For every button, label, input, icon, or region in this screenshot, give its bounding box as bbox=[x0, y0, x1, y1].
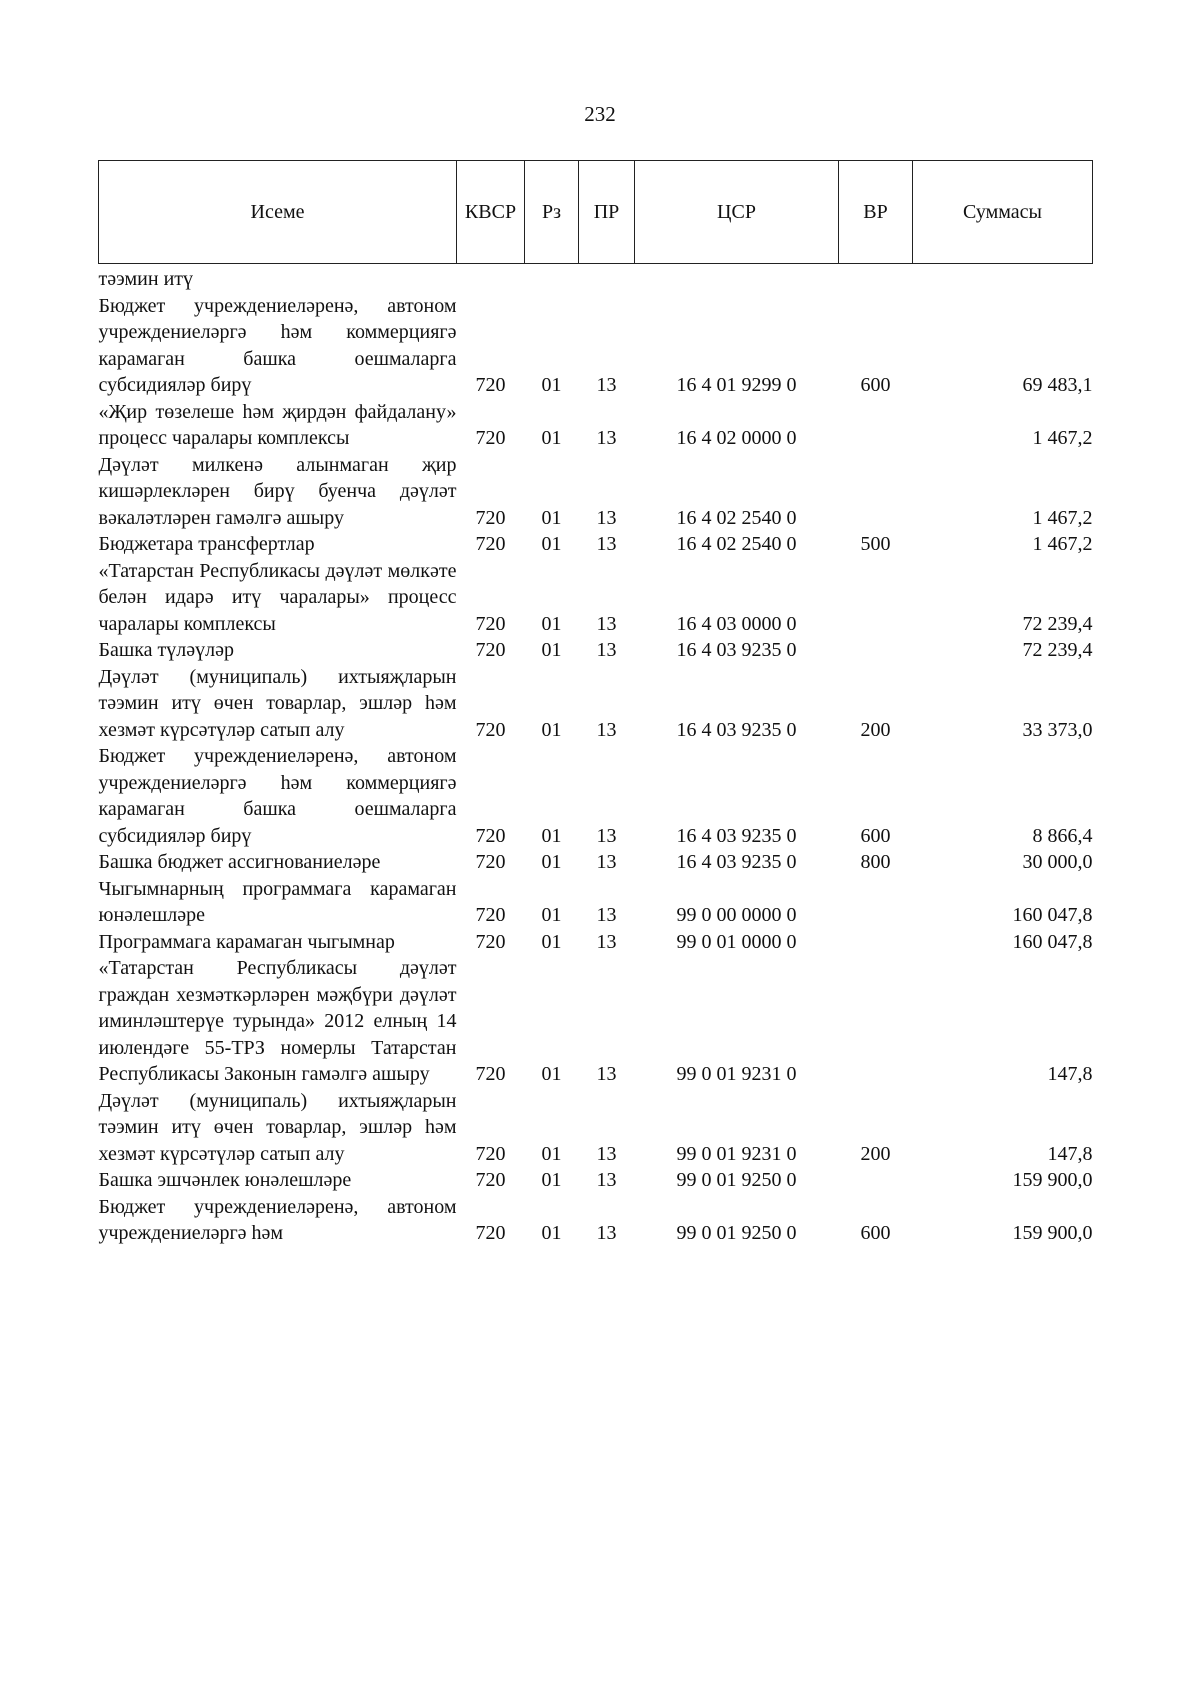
row-rz: 01 bbox=[541, 639, 562, 661]
header-kvsr: КВСР bbox=[457, 161, 525, 264]
row-vr bbox=[839, 558, 913, 638]
row-vr: 600 bbox=[860, 374, 891, 396]
row-pr: 13 bbox=[596, 851, 617, 873]
row-vr bbox=[839, 1167, 913, 1194]
row-csr: 16 4 02 2540 0 bbox=[676, 533, 797, 555]
row-vr bbox=[839, 876, 913, 929]
row-pr: 13 bbox=[596, 533, 617, 555]
row-sum: 147,8 bbox=[1047, 1063, 1093, 1085]
row-rz: 01 bbox=[541, 533, 562, 555]
row-kvsr: 720 bbox=[475, 506, 506, 529]
row-pr: 13 bbox=[596, 506, 617, 529]
row-sum: 1 467,2 bbox=[1032, 427, 1093, 449]
table-row bbox=[99, 743, 1093, 849]
header-pr: ПР bbox=[579, 161, 635, 264]
row-pr: 13 bbox=[596, 1169, 617, 1191]
row-csr: 16 4 03 9235 0 bbox=[676, 851, 797, 873]
row-csr: 99 0 01 9231 0 bbox=[676, 1142, 797, 1165]
row-name: «Җир төзелеше һәм җирдән файдалану» процесс чаралары комплексы bbox=[98, 400, 457, 449]
row-rz: 01 bbox=[541, 1222, 562, 1244]
row-kvsr: 720 bbox=[475, 612, 506, 635]
row-name: Башка түләүләр bbox=[98, 639, 235, 661]
row-sum: 69 483,1 bbox=[1022, 374, 1093, 396]
header-csr: ЦСР bbox=[635, 161, 839, 264]
row-pr: 13 bbox=[596, 904, 617, 926]
row-pr: 13 bbox=[596, 824, 617, 847]
header-rz: Рз bbox=[525, 161, 579, 264]
row-name: тәэмин итү bbox=[98, 268, 194, 290]
row-vr bbox=[839, 399, 913, 452]
row-csr: 16 4 03 9235 0 bbox=[676, 639, 797, 661]
row-name: Бюджетара трансфертлар bbox=[98, 533, 315, 555]
row-csr: 99 0 01 0000 0 bbox=[676, 930, 797, 953]
row-kvsr: 720 bbox=[475, 1142, 506, 1165]
row-kvsr: 720 bbox=[475, 718, 506, 741]
row-sum: 8 866,4 bbox=[1032, 824, 1093, 847]
row-rz: 01 bbox=[541, 930, 562, 953]
table-row bbox=[99, 1088, 1093, 1168]
table-row bbox=[99, 955, 1093, 1088]
row-sum: 30 000,0 bbox=[1022, 851, 1093, 873]
row-name: Бюджет учреждениеләренә, автоном учреждениеләргә һәм коммерциягә карамаган башка оешмаларга субсидияләр бирү bbox=[98, 745, 457, 847]
header-sum: Суммасы bbox=[913, 161, 1093, 264]
table-row bbox=[99, 637, 1093, 664]
row-name: «Татарстан Республикасы дәүләт граждан хезмәткәрләрен мәҗбүри дәүләт иминләштерүе турында» 2012 елның 14 июлендәге 55-ТРЗ номерлы Татарстан Республикасы Законын гамәлгә ашыру bbox=[98, 957, 457, 1085]
row-csr: 16 4 03 9235 0 bbox=[676, 718, 797, 741]
row-rz: 01 bbox=[541, 851, 562, 873]
row-pr: 13 bbox=[596, 374, 617, 396]
row-pr: 13 bbox=[596, 427, 617, 449]
row-name: Башка эшчәнлек юнәлешләре bbox=[98, 1169, 352, 1191]
row-name: Программага карамаган чыгымнар bbox=[98, 930, 395, 953]
row-csr: 16 4 03 0000 0 bbox=[676, 612, 797, 635]
row-vr bbox=[839, 929, 913, 956]
row-pr: 13 bbox=[596, 1142, 617, 1165]
row-rz: 01 bbox=[541, 824, 562, 847]
table-row bbox=[99, 558, 1093, 638]
table-row bbox=[99, 849, 1093, 876]
row-vr: 600 bbox=[860, 1222, 891, 1244]
row-pr: 13 bbox=[596, 639, 617, 661]
row-rz: 01 bbox=[541, 1063, 562, 1085]
budget-table bbox=[98, 160, 1093, 1247]
row-csr: 99 0 01 9250 0 bbox=[676, 1169, 797, 1191]
row-rz: 01 bbox=[541, 374, 562, 396]
row-vr: 800 bbox=[860, 851, 891, 873]
row-csr: 16 4 03 9235 0 bbox=[676, 824, 797, 847]
row-kvsr: 720 bbox=[475, 930, 506, 953]
row-sum: 33 373,0 bbox=[1022, 718, 1093, 741]
row-kvsr: 720 bbox=[475, 1222, 506, 1244]
table-row bbox=[99, 452, 1093, 532]
row-name: Бюджет учреждениеләренә, автоном учреждениеләргә һәм коммерциягә карамаган башка оешмаларга субсидияләр бирү bbox=[98, 294, 457, 396]
row-kvsr: 720 bbox=[475, 374, 506, 396]
row-name: Башка бюджет ассигнованиеләре bbox=[98, 851, 381, 873]
row-csr: 16 4 02 2540 0 bbox=[676, 506, 797, 529]
row-csr: 99 0 01 9250 0 bbox=[676, 1222, 797, 1244]
row-kvsr: 720 bbox=[475, 1169, 506, 1191]
row-vr: 200 bbox=[860, 1142, 891, 1165]
table-row bbox=[99, 664, 1093, 744]
table-row bbox=[99, 399, 1093, 452]
table-row bbox=[99, 1167, 1093, 1194]
row-kvsr: 720 bbox=[475, 427, 506, 449]
row-rz: 01 bbox=[541, 1169, 562, 1191]
header-vr: ВР bbox=[839, 161, 913, 264]
row-kvsr bbox=[457, 264, 525, 293]
row-name: «Татарстан Республикасы дәүләт мөлкәте белән идарә итү чаралары» процесс чаралары комплексы bbox=[98, 559, 457, 635]
row-kvsr: 720 bbox=[475, 639, 506, 661]
row-kvsr: 720 bbox=[475, 851, 506, 873]
row-pr: 13 bbox=[596, 612, 617, 635]
row-sum: 72 239,4 bbox=[1022, 612, 1093, 635]
row-sum: 159 900,0 bbox=[1012, 1169, 1093, 1191]
row-kvsr: 720 bbox=[475, 824, 506, 847]
row-sum: 160 047,8 bbox=[1012, 904, 1093, 926]
row-vr: 500 bbox=[860, 533, 891, 555]
row-rz: 01 bbox=[541, 506, 562, 529]
row-pr bbox=[579, 264, 635, 293]
row-csr: 16 4 01 9299 0 bbox=[676, 374, 797, 396]
row-sum: 159 900,0 bbox=[1012, 1222, 1093, 1244]
row-sum: 72 239,4 bbox=[1022, 639, 1093, 661]
row-vr bbox=[839, 264, 913, 293]
row-name: Чыгымнарның программага карамаган юнәлешләре bbox=[98, 877, 457, 926]
row-rz: 01 bbox=[541, 1142, 562, 1165]
row-sum: 147,8 bbox=[1047, 1142, 1093, 1165]
row-csr: 99 0 01 9231 0 bbox=[676, 1063, 797, 1085]
table-row bbox=[99, 1194, 1093, 1247]
row-pr: 13 bbox=[596, 1222, 617, 1244]
table-row bbox=[99, 264, 1093, 293]
row-sum: 160 047,8 bbox=[1012, 930, 1093, 953]
table-row bbox=[99, 876, 1093, 929]
row-name: Бюджет учреждениеләренә, автоном учреждениеләргә һәм bbox=[98, 1195, 457, 1244]
row-rz: 01 bbox=[541, 904, 562, 926]
row-kvsr: 720 bbox=[475, 1063, 506, 1085]
row-kvsr: 720 bbox=[475, 533, 506, 555]
row-vr bbox=[839, 637, 913, 664]
row-name: Дәүләт (муниципаль) ихтыяҗларын тәэмин итү өчен товарлар, эшләр һәм хезмәт күрсәтүләр сатып алу bbox=[98, 665, 457, 741]
table-row bbox=[99, 929, 1093, 956]
row-kvsr: 720 bbox=[475, 904, 506, 926]
row-pr: 13 bbox=[596, 1063, 617, 1085]
table-header-row bbox=[99, 161, 1093, 264]
row-sum: 1 467,2 bbox=[1032, 533, 1093, 555]
row-rz: 01 bbox=[541, 427, 562, 449]
table-row bbox=[99, 293, 1093, 399]
row-pr: 13 bbox=[596, 930, 617, 953]
row-rz: 01 bbox=[541, 612, 562, 635]
row-csr bbox=[635, 264, 839, 293]
row-vr: 200 bbox=[860, 718, 891, 741]
row-rz: 01 bbox=[541, 718, 562, 741]
row-sum: 1 467,2 bbox=[1032, 506, 1093, 529]
row-rz bbox=[525, 264, 579, 293]
row-name: Дәүләт милкенә алынмаган җир кишәрлекләрен бирү буенча дәүләт вәкаләтләрен гамәлгә ашыру bbox=[98, 453, 457, 529]
header-name: Исеме bbox=[99, 161, 457, 264]
page-number: 232 bbox=[584, 102, 616, 126]
row-pr: 13 bbox=[596, 718, 617, 741]
row-sum bbox=[913, 264, 1093, 293]
table-row bbox=[99, 531, 1093, 558]
row-vr bbox=[839, 955, 913, 1088]
row-name: Дәүләт (муниципаль) ихтыяҗларын тәэмин итү өчен товарлар, эшләр һәм хезмәт күрсәтүләр сатып алу bbox=[98, 1089, 457, 1165]
row-vr: 600 bbox=[860, 824, 891, 847]
row-csr: 99 0 00 0000 0 bbox=[676, 904, 797, 926]
row-vr bbox=[839, 452, 913, 532]
row-csr: 16 4 02 0000 0 bbox=[676, 427, 797, 449]
